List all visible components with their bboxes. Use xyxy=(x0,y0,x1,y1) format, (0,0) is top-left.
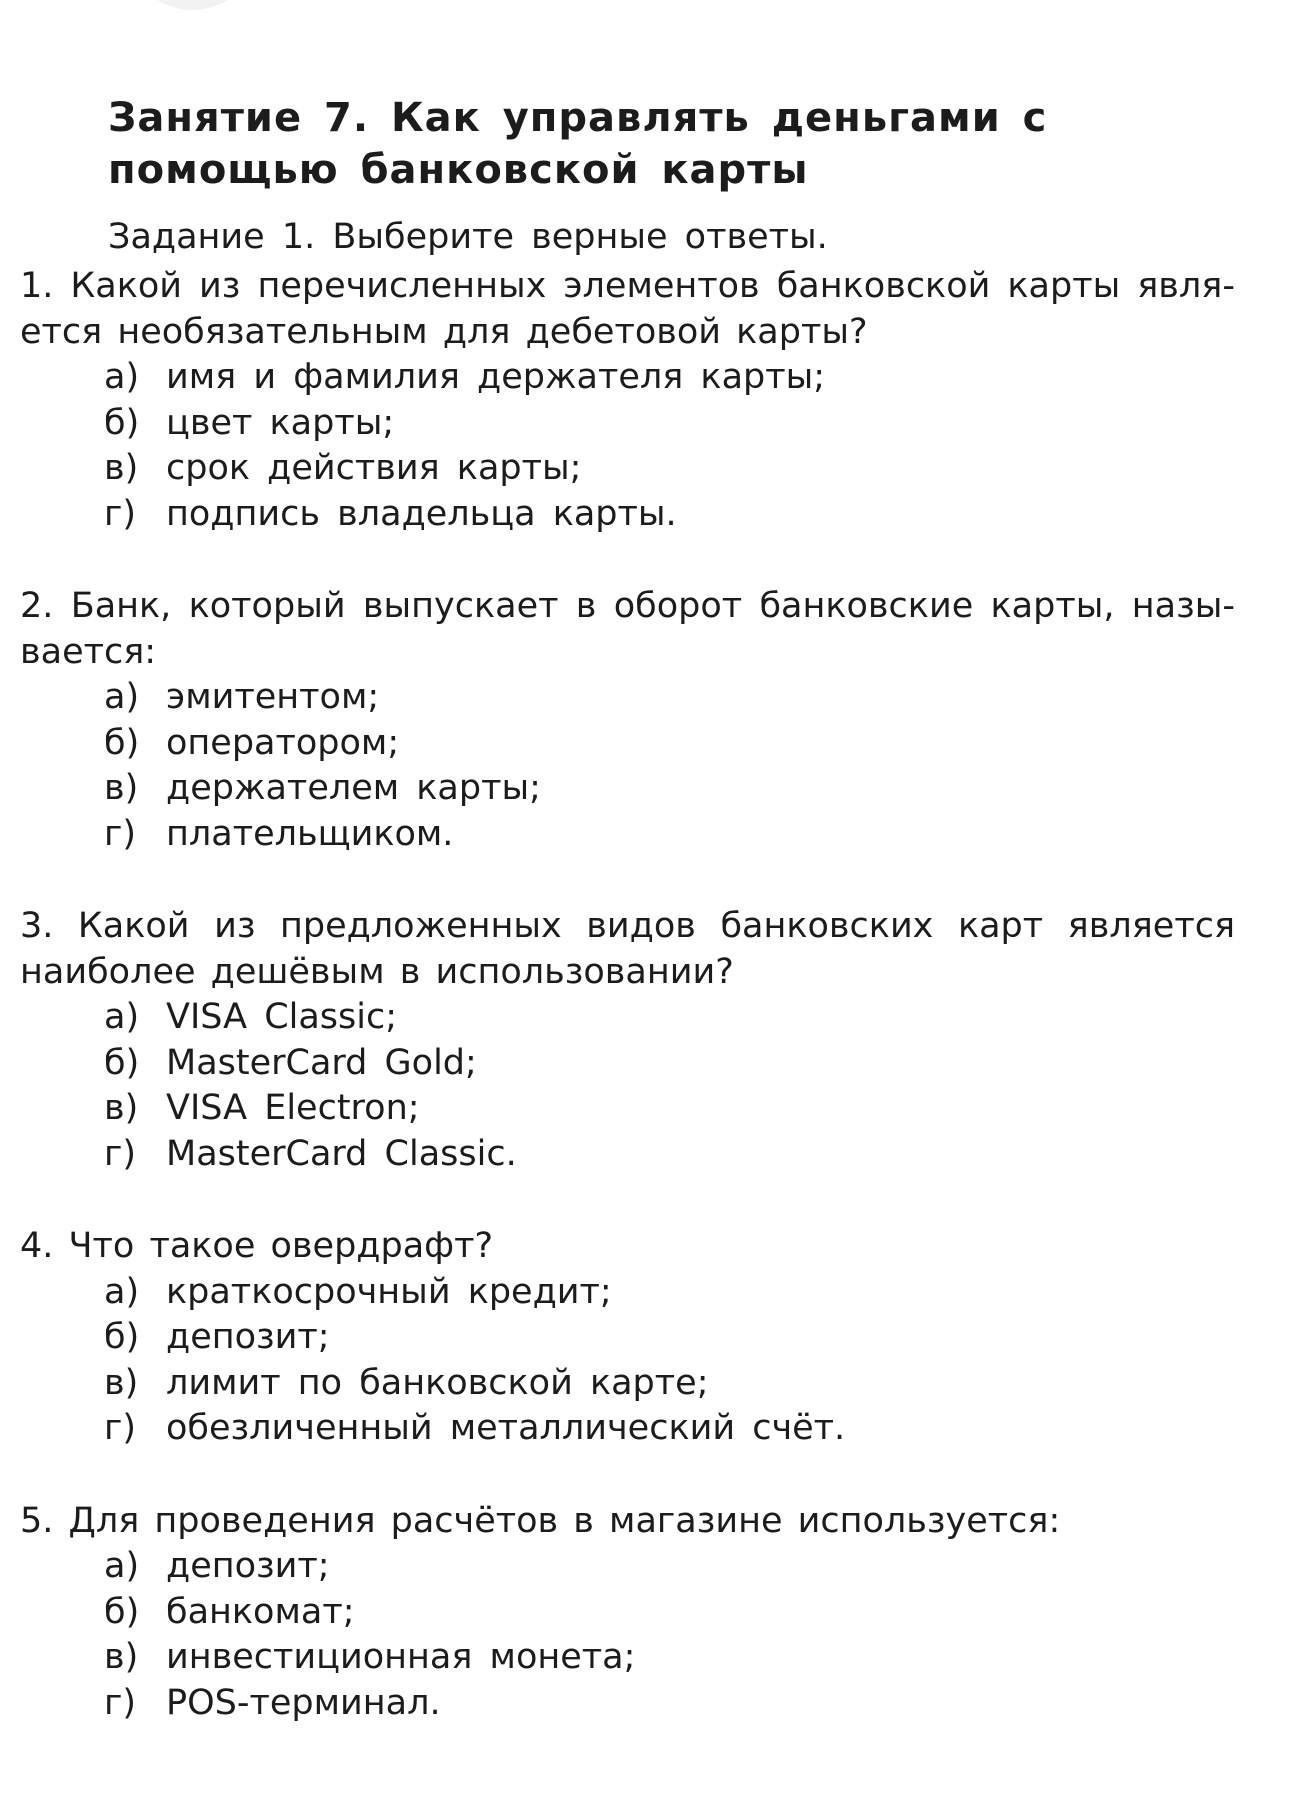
question-3 xyxy=(20,904,1235,1177)
answer-option xyxy=(104,1681,1235,1727)
answer-option xyxy=(104,492,1235,538)
answer-option xyxy=(104,1086,1235,1132)
answer-option xyxy=(104,675,1235,721)
answer-option xyxy=(104,1635,1235,1681)
option-text: лимит по банковской карте; xyxy=(166,1362,709,1403)
question-text: 3. Какой из предложенных видов банковских карт является наиболее дешёвым в использовании? xyxy=(20,906,1235,992)
answer-option xyxy=(104,721,1235,767)
option-text: банкомат; xyxy=(166,1591,355,1632)
option-text: краткосрочный кредит; xyxy=(166,1271,612,1312)
option-text: цвет карты; xyxy=(166,402,395,443)
answer-option xyxy=(104,1590,1235,1636)
option-letter: в) xyxy=(104,768,139,808)
question-text: 5. Для проведения расчётов в магазине используется: xyxy=(20,1500,1061,1541)
option-letter: б) xyxy=(104,1317,140,1357)
option-text: VISA Classic; xyxy=(166,997,398,1037)
question-list xyxy=(20,264,1235,1773)
option-letter: г) xyxy=(104,1682,137,1723)
option-letter: б) xyxy=(104,402,140,443)
answer-option xyxy=(104,1406,1235,1452)
option-text: держателем карты; xyxy=(166,768,541,808)
option-letter: г) xyxy=(104,1133,137,1174)
option-text: оператором; xyxy=(166,722,400,763)
answer-options xyxy=(20,675,1235,857)
option-text: инвестиционная монета; xyxy=(166,1637,636,1677)
option-text: обезличенный металлический счёт. xyxy=(166,1408,846,1448)
question-1 xyxy=(20,264,1235,537)
answer-option xyxy=(104,446,1235,492)
question-text: 1. Какой из перечисленных элементов банковской карты явля-ется необязательным для дебетовой карты? xyxy=(20,266,1235,352)
option-letter: г) xyxy=(104,1408,137,1448)
answer-option xyxy=(104,812,1235,858)
answer-option xyxy=(104,1041,1235,1087)
lesson-title: Занятие 7. Как управлять деньгами с помощью банковской карты xyxy=(108,95,1048,193)
answer-option xyxy=(104,995,1235,1041)
option-text: VISA Electron; xyxy=(166,1088,420,1128)
answer-option xyxy=(104,1361,1235,1407)
option-letter: в) xyxy=(104,448,139,488)
answer-options xyxy=(20,995,1235,1177)
option-text: срок действия карты; xyxy=(166,448,582,488)
option-letter: а) xyxy=(104,1546,140,1586)
option-text: POS-терминал. xyxy=(166,1682,441,1723)
answer-options xyxy=(20,1544,1235,1726)
option-letter: г) xyxy=(104,813,137,854)
answer-option xyxy=(104,1544,1235,1590)
option-text: MasterCard Classic. xyxy=(166,1133,517,1174)
option-text: депозит; xyxy=(166,1317,330,1357)
option-text: MasterCard Gold; xyxy=(166,1042,477,1083)
option-letter: в) xyxy=(104,1637,139,1677)
answer-option xyxy=(104,1315,1235,1361)
option-text: имя и фамилия держателя карты; xyxy=(166,357,826,397)
option-text: плательщиком. xyxy=(166,813,454,854)
option-letter: б) xyxy=(104,1591,140,1632)
option-text: депозит; xyxy=(166,1546,330,1586)
answer-option xyxy=(104,1270,1235,1316)
answer-options xyxy=(20,355,1235,537)
answer-option xyxy=(104,1132,1235,1178)
option-letter: в) xyxy=(104,1362,139,1403)
option-letter: а) xyxy=(104,997,140,1037)
answer-option xyxy=(104,355,1235,401)
option-letter: г) xyxy=(104,493,137,534)
question-2 xyxy=(20,584,1235,857)
option-text: эмитентом; xyxy=(166,677,380,717)
question-text: 2. Банк, который выпускает в оборот банковские карты, назы-вается: xyxy=(20,586,1235,672)
option-text: подпись владельца карты. xyxy=(166,493,677,534)
option-letter: а) xyxy=(104,357,140,397)
question-4 xyxy=(20,1224,1235,1452)
option-letter: б) xyxy=(104,722,140,763)
option-letter: а) xyxy=(104,1271,140,1312)
option-letter: а) xyxy=(104,677,140,717)
answer-option xyxy=(104,766,1235,812)
question-text: 4. Что такое овердрафт? xyxy=(20,1226,494,1266)
answer-option xyxy=(104,401,1235,447)
task-title: Задание 1. Выберите верные ответы. xyxy=(108,217,828,257)
answer-options xyxy=(20,1270,1235,1452)
question-5 xyxy=(20,1499,1235,1727)
option-letter: в) xyxy=(104,1088,139,1128)
option-letter: б) xyxy=(104,1042,140,1083)
